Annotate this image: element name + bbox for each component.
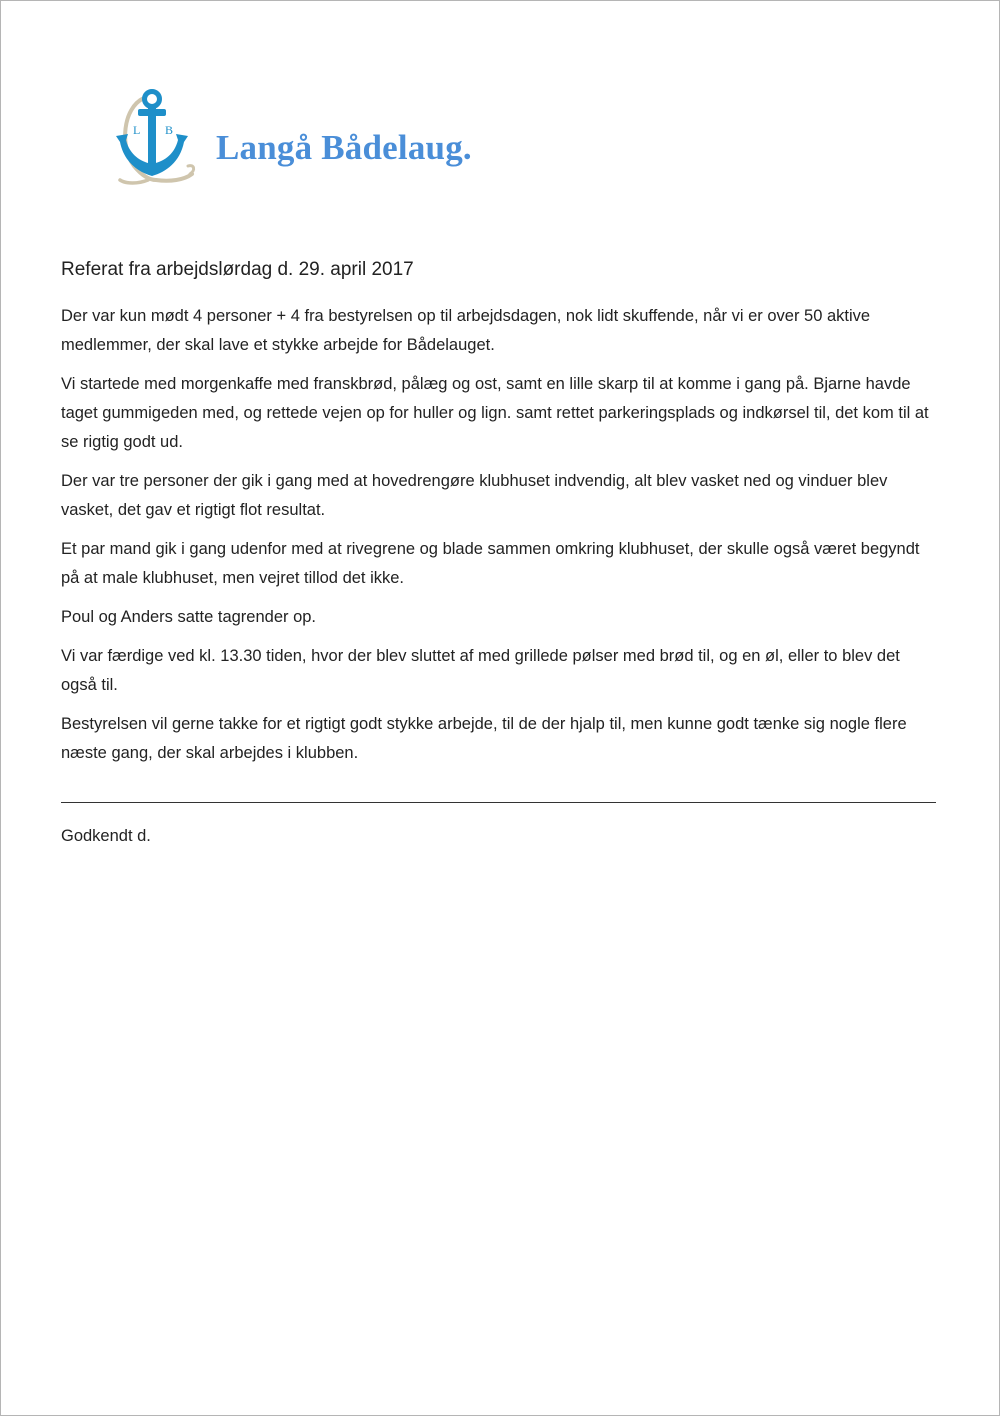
minutes-body <box>61 256 937 778</box>
letterhead <box>112 88 612 188</box>
paragraph-cleaning: Der var tre personer der gik i gang med at hovedrengøre klubhuset indvendig, alt blev vasket ned og vinduer blev vasket, det gav et rigtigt flot resultat. <box>61 472 888 519</box>
paragraph-finish: Vi var færdige ved kl. 13.30 tiden, hvor der blev sluttet af med grillede pølser med brød til, og en øl, eller to blev det også til. <box>61 647 900 694</box>
anchor-icon <box>112 88 202 186</box>
approval-label: Godkendt d. <box>61 827 151 845</box>
divider <box>61 802 936 803</box>
document-title: Referat fra arbejdslørdag d. 29. april 2017 <box>61 259 414 280</box>
organization-name-text: Langå Bådelaug <box>216 128 463 167</box>
logo-letter-right: B <box>165 123 174 137</box>
paragraph-gutters: Poul og Anders satte tagrender op. <box>61 608 317 626</box>
paragraph-thanks: Bestyrelsen vil gerne takke for et rigtigt godt stykke arbejde, til de der hjalp til, men kunne godt tænke sig nogle flere næste gang, der skal arbejdes i klubben. <box>61 715 907 762</box>
paragraph-attendance: Der var kun mødt 4 personer + 4 fra bestyrelsen op til arbejdsdagen, nok lidt skuffende, når vi er over 50 aktive medlemmer, der skal lave et stykke arbejde for Bådelauget. <box>61 307 871 354</box>
paragraph-breakfast: Vi startede med morgenkaffe med franskbrød, pålæg og ost, samt en lille skarp til at komme i gang på. Bjarne havde taget gummigeden med, og rettede vejen op for huller og lign. samt rettet parkeringsplads og indkørsel til, det kom til at se rigtig godt ud. <box>61 375 929 451</box>
organization-name <box>216 128 472 168</box>
logo-letter-left: L <box>133 123 141 137</box>
paragraph-outdoor: Et par mand gik i gang udenfor med at rivegrene og blade sammen omkring klubhuset, der skulle også været begyndt på at male klubhuset, men vejret tillod det ikke. <box>61 540 920 587</box>
organization-name-suffix: . <box>462 128 472 167</box>
